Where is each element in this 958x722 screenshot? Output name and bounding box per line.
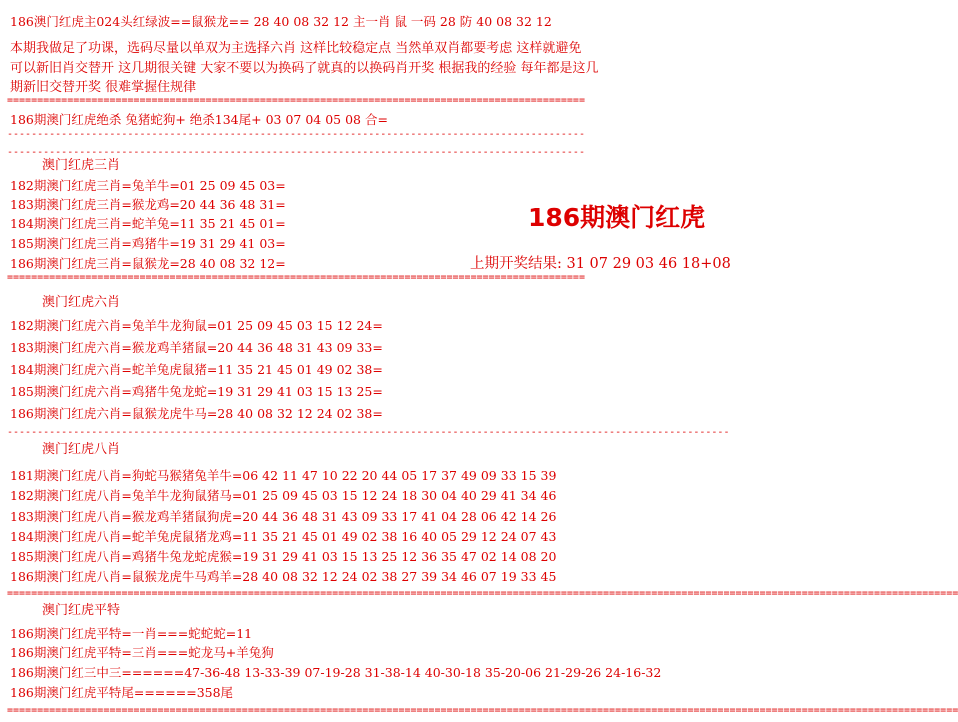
- list-item: 182期澳门红虎六肖=兔羊牛龙狗鼠=01 25 09 45 03 15 12 24=: [10, 318, 383, 333]
- list-item: 186期澳门红虎三肖=鼠猴龙=28 40 08 32 12=: [10, 256, 286, 271]
- list-item: 186期澳门红三中三======47-36-48 13-33-39 07-19-28 31-38-14 40-30-18 35-20-06 21-29-26 24-16-32: [10, 665, 662, 680]
- section-label-three: 澳门红虎三肖: [42, 158, 121, 173]
- list-item: 183期澳门红虎六肖=猴龙鸡羊猪鼠=20 44 36 48 31 43 09 33=: [10, 340, 383, 355]
- separator-equals: ==============================================================================================================================================================: [7, 705, 958, 716]
- list-item: 184期澳门红虎六肖=蛇羊兔虎鼠猪=11 35 21 45 01 49 02 38=: [10, 362, 383, 377]
- list-item: 185期澳门红虎三肖=鸡猪牛=19 31 29 41 03=: [10, 236, 286, 251]
- list-item: 185期澳门红虎八肖=鸡猪牛兔龙蛇虎猴=19 31 29 41 03 15 13 25 12 36 35 47 02 14 08 20: [10, 549, 557, 564]
- list-item: 183期澳门红虎八肖=猴龙鸡羊猪鼠狗虎=20 44 36 48 31 43 09 33 17 41 04 28 06 42 14 26: [10, 509, 557, 524]
- separator-dashes: ------------------------------------------------------------------------------------------------: [7, 147, 585, 158]
- list-item: 183期澳门红虎三肖=猴龙鸡=20 44 36 48 31=: [10, 197, 286, 212]
- kill-line: 186期澳门红虎绝杀 兔猪蛇狗+ 绝杀134尾+ 03 07 04 05 08 合=: [10, 112, 388, 127]
- list-item: 186期澳门红虎六肖=鼠猴龙虎牛马=28 40 08 32 12 24 02 38=: [10, 406, 383, 421]
- list-item: 186期澳门红虎平特尾======358尾: [10, 685, 234, 700]
- intro-line-1: 本期我做足了功课，选码尽量以单双为主选择六肖 这样比较稳定点 当然单双肖都要考虑 这样就避免: [10, 41, 582, 56]
- section-label-eight: 澳门红虎八肖: [42, 442, 121, 457]
- list-item: 182期澳门红虎三肖=兔羊牛=01 25 09 45 03=: [10, 178, 286, 193]
- headline: 186澳门红虎主024头红绿波==鼠猴龙== 28 40 08 32 12 主一肖 鼠 一码 28 防 40 08 32 12: [10, 14, 552, 29]
- list-item: 186期澳门红虎八肖=鼠猴龙虎牛马鸡羊=28 40 08 32 12 24 02 38 27 39 34 46 07 19 33 45: [10, 569, 557, 584]
- side-title: 186期澳门红虎: [528, 203, 706, 232]
- separator-dashes: ------------------------------------------------------------------------------------------------: [7, 129, 585, 140]
- list-item: 184期澳门红虎三肖=蛇羊兔=11 35 21 45 01=: [10, 216, 286, 231]
- separator-dashes: ------------------------------------------------------------------------------------------------------------------------: [7, 427, 730, 438]
- list-item: 185期澳门红虎六肖=鸡猪牛兔龙蛇=19 31 29 41 03 15 13 25=: [10, 384, 383, 399]
- list-item: 186期澳门红虎平特=三肖===蛇龙马+羊兔狗: [10, 645, 274, 660]
- section-label-six: 澳门红虎六肖: [42, 295, 121, 310]
- list-item: 184期澳门红虎八肖=蛇羊兔虎鼠猪龙鸡=11 35 21 45 01 49 02 38 16 40 05 29 12 24 07 43: [10, 529, 557, 544]
- separator-equals: ================================================================================================: [7, 95, 585, 106]
- list-item: 182期澳门红虎八肖=兔羊牛龙狗鼠猪马=01 25 09 45 03 15 12 24 18 30 04 40 29 41 34 46: [10, 488, 557, 503]
- separator-equals: ================================================================================================: [7, 272, 585, 283]
- list-item: 186期澳门红虎平特=一肖===蛇蛇蛇=11: [10, 626, 253, 641]
- intro-line-2: 可以新旧肖交替开 这几期很关键 大家不要以为换码了就真的以换码肖开奖 根据我的经验 每年都是这几: [10, 61, 599, 76]
- separator-equals: ==============================================================================================================================================================: [7, 588, 958, 599]
- intro-line-3: 期新旧交替开奖 很难掌握住规律: [10, 80, 197, 95]
- list-item: 181期澳门红虎八肖=狗蛇马猴猪兔羊牛=06 42 11 47 10 22 20 44 05 17 37 49 09 33 15 39: [10, 468, 557, 483]
- section-label-flat: 澳门红虎平特: [42, 603, 121, 618]
- last-draw-result: 上期开奖结果: 31 07 29 03 46 18+08: [470, 256, 731, 272]
